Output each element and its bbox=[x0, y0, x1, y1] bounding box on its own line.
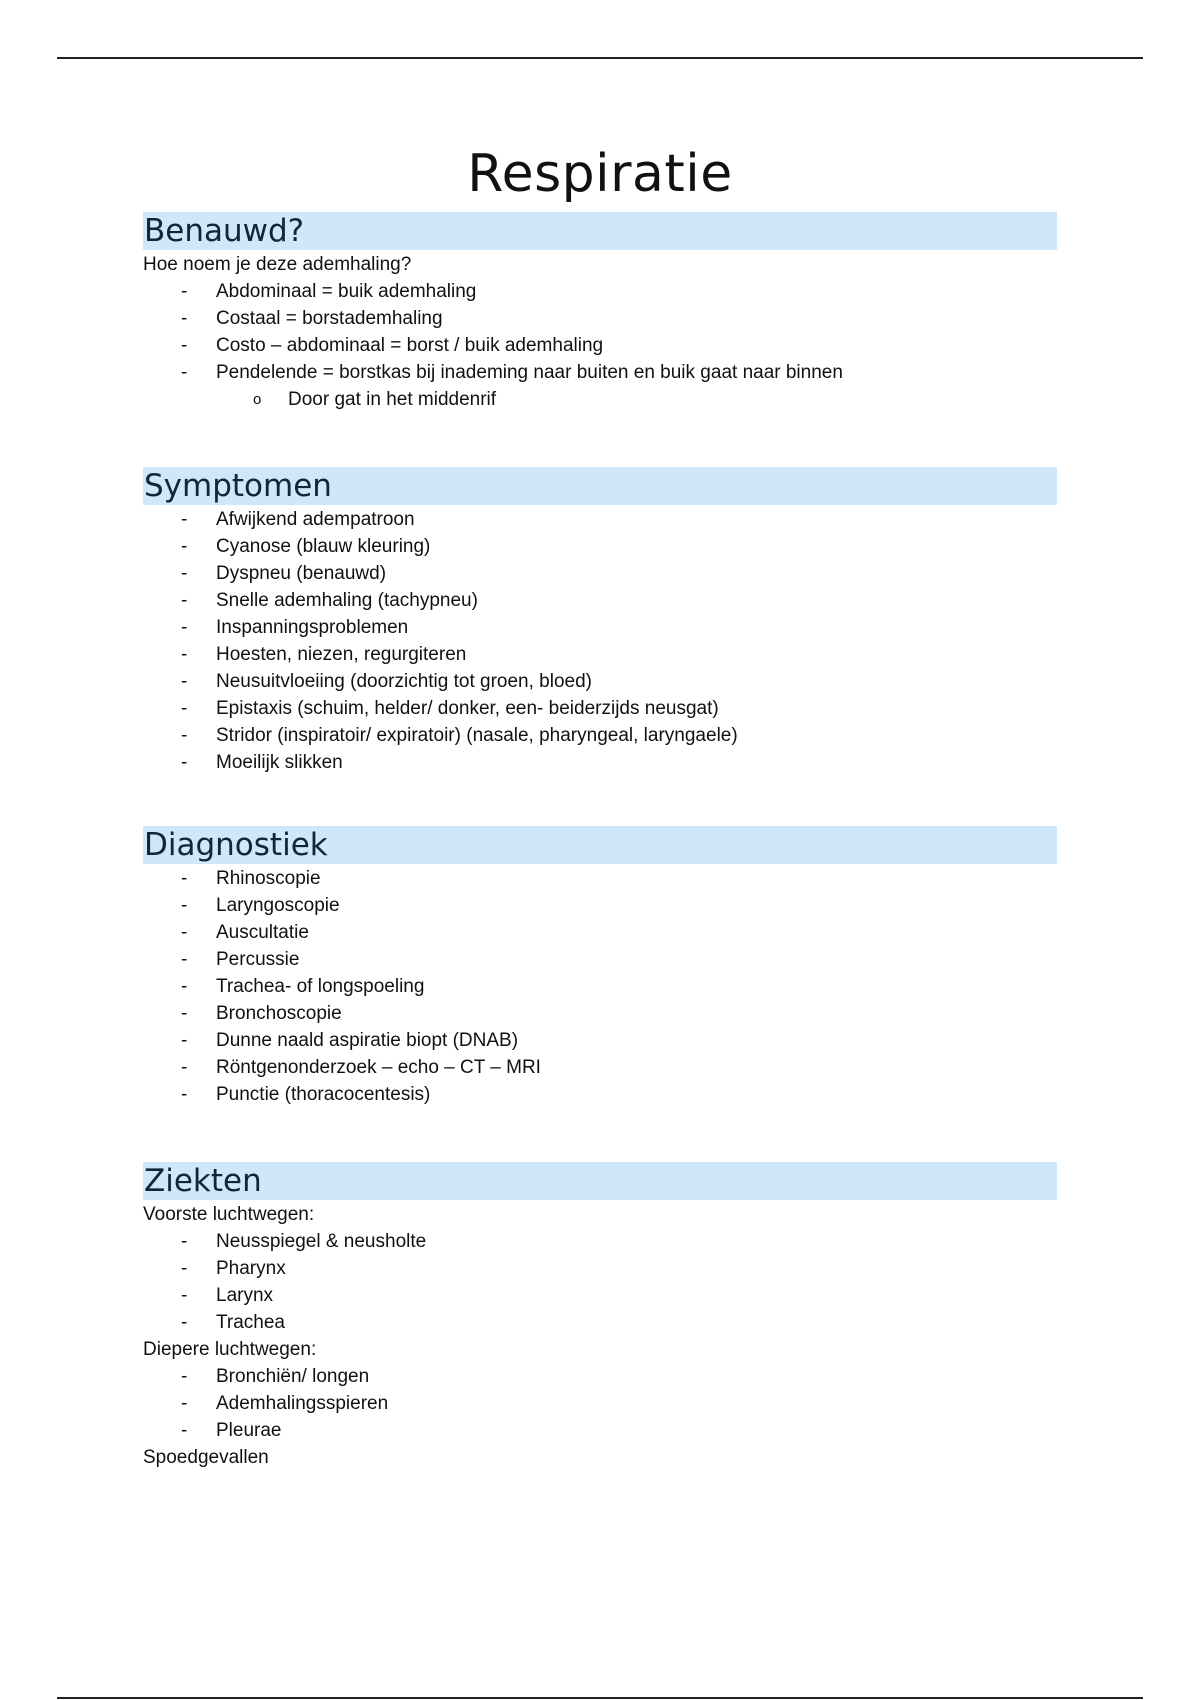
spacer bbox=[143, 1108, 1057, 1162]
list-item bbox=[143, 1390, 1057, 1417]
list-item-text: Pendelende = borstkas bij inademing naar buiten en buik gaat naar binnen bbox=[216, 362, 843, 383]
list-item bbox=[143, 1081, 1057, 1108]
list-item bbox=[143, 1228, 1057, 1255]
section-ziekten bbox=[143, 1162, 1057, 1471]
bullet-dash: - bbox=[181, 976, 188, 997]
bullet-dash: - bbox=[181, 1258, 188, 1279]
section-intro: Hoe noem je deze ademhaling? bbox=[143, 254, 412, 275]
list-item-text: Percussie bbox=[216, 949, 300, 970]
bullet-dash: - bbox=[181, 752, 188, 773]
list-item bbox=[143, 278, 1057, 305]
bullet-dash: - bbox=[181, 725, 188, 746]
list-item-text: Larynx bbox=[216, 1285, 274, 1306]
bullet-dash: - bbox=[181, 335, 188, 356]
list-item bbox=[143, 722, 1057, 749]
bullet-dash: - bbox=[181, 1030, 188, 1051]
list-item-text: Inspanningsproblemen bbox=[216, 617, 409, 638]
section-heading: Diagnostiek bbox=[143, 826, 1057, 864]
list-item-text: Punctie (thoracocentesis) bbox=[216, 1084, 431, 1105]
list-item-text: Pleurae bbox=[216, 1420, 282, 1441]
list-item bbox=[143, 1417, 1057, 1444]
list-item bbox=[143, 919, 1057, 946]
bullet-dash: - bbox=[181, 563, 188, 584]
list-item-text: Afwijkend adempatroon bbox=[216, 509, 415, 530]
bullet-dash: - bbox=[181, 922, 188, 943]
list-item bbox=[143, 668, 1057, 695]
bullet-dash: - bbox=[181, 617, 188, 638]
list-item bbox=[143, 614, 1057, 641]
list-item bbox=[143, 305, 1057, 332]
bullet-dash: - bbox=[181, 868, 188, 889]
bullet-dash: - bbox=[181, 362, 188, 383]
list-item-text: Pharynx bbox=[216, 1258, 286, 1279]
list-item bbox=[143, 1309, 1057, 1336]
list-item-text: Hoesten, niezen, regurgiteren bbox=[216, 644, 467, 665]
list-item-text: Rhinoscopie bbox=[216, 868, 321, 889]
bullet-dash: - bbox=[181, 590, 188, 611]
list-item-text: Dunne naald aspiratie biopt (DNAB) bbox=[216, 1030, 519, 1051]
group-label: Voorste luchtwegen: bbox=[143, 1204, 315, 1225]
section-heading: Ziekten bbox=[143, 1162, 1057, 1200]
section-heading: Symptomen bbox=[143, 467, 1057, 505]
list-item-text: Bronchoscopie bbox=[216, 1003, 342, 1024]
bullet-dash: - bbox=[181, 1084, 188, 1105]
bullet-dash: - bbox=[181, 1366, 188, 1387]
sub-list-item bbox=[143, 386, 1057, 413]
sub-list-item-text: Door gat in het middenrif bbox=[288, 389, 497, 410]
bullet-dash: - bbox=[181, 536, 188, 557]
bullet-dash: - bbox=[181, 1003, 188, 1024]
list-item bbox=[143, 1054, 1057, 1081]
bullet-dash: - bbox=[181, 698, 188, 719]
bullet-dash: - bbox=[181, 895, 188, 916]
bullet-dash: - bbox=[181, 1312, 188, 1333]
list-item-text: Epistaxis (schuim, helder/ donker, een- beiderzijds neusgat) bbox=[216, 698, 719, 719]
list-item-text: Cyanose (blauw kleuring) bbox=[216, 536, 431, 557]
list-item bbox=[143, 973, 1057, 1000]
list-item-text: Costaal = borstademhaling bbox=[216, 308, 443, 329]
list-item bbox=[143, 587, 1057, 614]
list-item-text: Ademhalingsspieren bbox=[216, 1393, 389, 1414]
section-heading: Benauwd? bbox=[143, 212, 1057, 250]
list-item-text: Neusuitvloeiing (doorzichtig tot groen, bloed) bbox=[216, 671, 592, 692]
header-rule bbox=[57, 57, 1143, 59]
section-diagnostiek bbox=[143, 826, 1057, 1108]
list-item-text: Laryngoscopie bbox=[216, 895, 340, 916]
document-title: Respiratie bbox=[467, 144, 733, 204]
spacer bbox=[143, 413, 1057, 467]
list-item bbox=[143, 332, 1057, 359]
list-item-text: Neusspiegel & neusholte bbox=[216, 1231, 427, 1252]
list-item bbox=[143, 946, 1057, 973]
bullet-dash: - bbox=[181, 509, 188, 530]
list-item bbox=[143, 533, 1057, 560]
list-item-text: Stridor (inspiratoir/ expiratoir) (nasale, pharyngeal, laryngaele) bbox=[216, 725, 738, 746]
list-item-text: Auscultatie bbox=[216, 922, 309, 943]
list-item-text: Röntgenonderzoek – echo – CT – MRI bbox=[216, 1057, 541, 1078]
footer-text: Spoedgevallen bbox=[143, 1447, 269, 1468]
bullet-dash: - bbox=[181, 308, 188, 329]
bullet-dash: - bbox=[181, 281, 188, 302]
list-item bbox=[143, 1255, 1057, 1282]
list-item-text: Bronchiën/ longen bbox=[216, 1366, 370, 1387]
list-item bbox=[143, 641, 1057, 668]
spacer bbox=[143, 776, 1057, 826]
list-item-text: Trachea bbox=[216, 1312, 285, 1333]
list-item-text: Snelle ademhaling (tachypneu) bbox=[216, 590, 478, 611]
list-item bbox=[143, 560, 1057, 587]
document-body bbox=[143, 140, 1057, 1471]
section-symptomen bbox=[143, 467, 1057, 776]
bullet-dash: - bbox=[181, 1285, 188, 1306]
bullet-circle: o bbox=[253, 391, 262, 408]
list-item bbox=[143, 1027, 1057, 1054]
list-item bbox=[143, 1282, 1057, 1309]
list-item bbox=[143, 695, 1057, 722]
list-item bbox=[143, 1363, 1057, 1390]
group-label: Diepere luchtwegen: bbox=[143, 1339, 317, 1360]
list-item-text: Trachea- of longspoeling bbox=[216, 976, 425, 997]
section-benauwd bbox=[143, 212, 1057, 413]
bullet-dash: - bbox=[181, 644, 188, 665]
list-item bbox=[143, 892, 1057, 919]
list-item-text: Dyspneu (benauwd) bbox=[216, 563, 387, 584]
list-item bbox=[143, 506, 1057, 533]
bullet-dash: - bbox=[181, 1420, 188, 1441]
list-item-text: Abdominaal = buik ademhaling bbox=[216, 281, 477, 302]
bullet-dash: - bbox=[181, 949, 188, 970]
list-item bbox=[143, 749, 1057, 776]
bullet-dash: - bbox=[181, 1393, 188, 1414]
bullet-dash: - bbox=[181, 671, 188, 692]
list-item-text: Moeilijk slikken bbox=[216, 752, 343, 773]
bullet-dash: - bbox=[181, 1057, 188, 1078]
list-item bbox=[143, 1000, 1057, 1027]
list-item-text: Costo – abdominaal = borst / buik ademhaling bbox=[216, 335, 604, 356]
footer-rule bbox=[57, 1697, 1143, 1699]
bullet-dash: - bbox=[181, 1231, 188, 1252]
list-item bbox=[143, 359, 1057, 386]
list-item bbox=[143, 865, 1057, 892]
